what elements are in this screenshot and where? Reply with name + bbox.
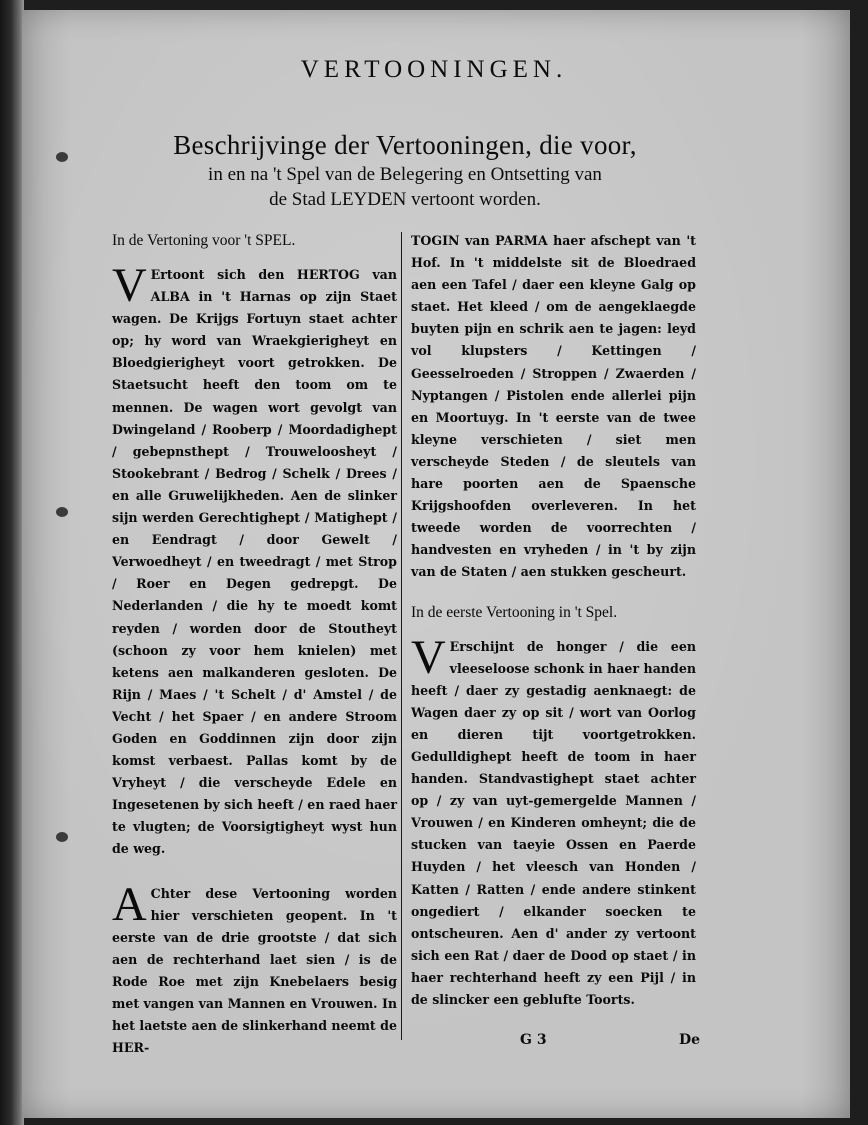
catchword: De	[678, 1032, 700, 1048]
page-footer	[520, 1032, 700, 1054]
page-title	[100, 128, 710, 212]
title-line-2: in en na 't Spel van de Belegering en Ontsetting van	[208, 164, 602, 185]
binding-hole	[56, 507, 68, 517]
section-heading-prologue: In de Vertoning voor 't SPEL.	[112, 232, 296, 249]
spacer	[112, 861, 397, 883]
title-line-1: Beschrijvinge der Vertooningen, die voor,	[173, 130, 637, 160]
paragraph-vistas	[112, 877, 397, 1060]
drop-cap: V	[411, 630, 446, 684]
column-divider	[401, 232, 402, 1040]
paragraph-first-scene	[411, 630, 696, 1012]
paragraph-continuation: TOGIN van PARMA haer afschept van 't Hof. In 't middelste sit de Bloedraed aen een Tafel / daer een kleyne Galg op staet. Het kleed / om de aengeklaegde buyten pijn en schrik aen te jagen: leyd vol klupsters / Kettingen / Geesselroeden / Stroppen / Zwaerden / Nyptangen / Pistolen ende allerlei pijn en Moortuyg. In 't eerste van de twee kleyne verschieten / siet men verscheyde Steden / de sleutels van hare poorten aen de Spaensche Krijgshoofden overleveren. In het tweede worden de voorrechten / handvesten en vryheden / in 't by zijn van de Staten / aen stukken gescheurt.	[411, 233, 696, 580]
binding-hole	[56, 152, 68, 162]
running-header: VERTOONINGEN.	[300, 56, 568, 83]
right-column	[411, 230, 696, 1011]
paragraph-text: Chter dese Vertooning worden hier verschieten geopent. In 't eerste van de drie grootste / dat sich aen de rechterhand laet sien / is de Rode Roe met zijn Knebelaers besig met vangen van Mannen en Vrouwen. In het laetste aen de slinkerhand neemt de HER-	[112, 885, 397, 1056]
section-heading-first-scene: In de eerste Vertooning in 't Spel.	[411, 603, 618, 621]
drop-cap: A	[112, 877, 147, 931]
drop-cap: V	[112, 259, 147, 312]
paragraph-prologue	[112, 259, 397, 861]
book-binding	[0, 0, 24, 1125]
paragraph-text: Erschijnt de honger / die een vleeseloose schonk in haer handen heeft / daer zy gestadig aenknaegt: de Wagen daer zy op sit / wort van Oorlog en dieren tijt voortgetrokken. Gedulldighept heeft de toom in haer handen. Standvastighept staet achter op / zy van uyt-gemergelde Mannen / Vrouwen / en Kinderen omheynt; die de stucken van taeyie Ossen en Paerde Huyden / het vleesch van Honden / Katten / Ratten / ende andere stinkent ongediert / elkander soecken te ontscheuren. Aen d' ander zy vertoont sich een Rat / daer de Dood op staet / in haer rechterhand heeft zy een Pijl / in de slincker een geblufte Toorts.	[411, 638, 696, 1007]
paragraph-text: Ertoont sich den HERTOG van ALBA in 't Harnas op zijn Staet wagen. De Krijgs Fortuyn staet achter op; hy word van Wraekgierigheyt en Bloedgierigheyt voort getrokken. De Staetsucht heeft den toom om te mennen. De wagen wort gevolgt van Dwingeland / Rooberp / Moordadighept / gebepnsthept / Trouweloosheyt / Stookebrant / Bedrog / Schelk / Drees / en alle Gruwelijkheden. Aen de slinker sijn werden Gerechtighept / Matighept / en Eendragt / door Gewelt / Verwoedheyt / en tweedragt / met Strop / Roer en Degen gedrepgt. De Nederlanden / die hy te moedt komt reyden / worden door de Stoutheyt (schoon zy voor hem knielen) met ketens aen malkanderen gesloten. De Rijn / Maes / 't Schelt / d' Amstel / de Vecht / het Spaer / en andere Stroom Goden en Goddinnen zijn door zijn komst verbaest. Pallas komt by de Vryheyt / die verscheyde Edele en Ingesetenen by sich heeft / en raed haer te vlugten; de Voorsigtigheyt wyst hun de weg.	[112, 267, 397, 857]
binding-hole	[56, 832, 68, 842]
left-column	[112, 230, 397, 1059]
signature-mark: G 3	[520, 1032, 547, 1048]
title-line-3: de Stad LEYDEN vertoont worden.	[269, 189, 541, 210]
